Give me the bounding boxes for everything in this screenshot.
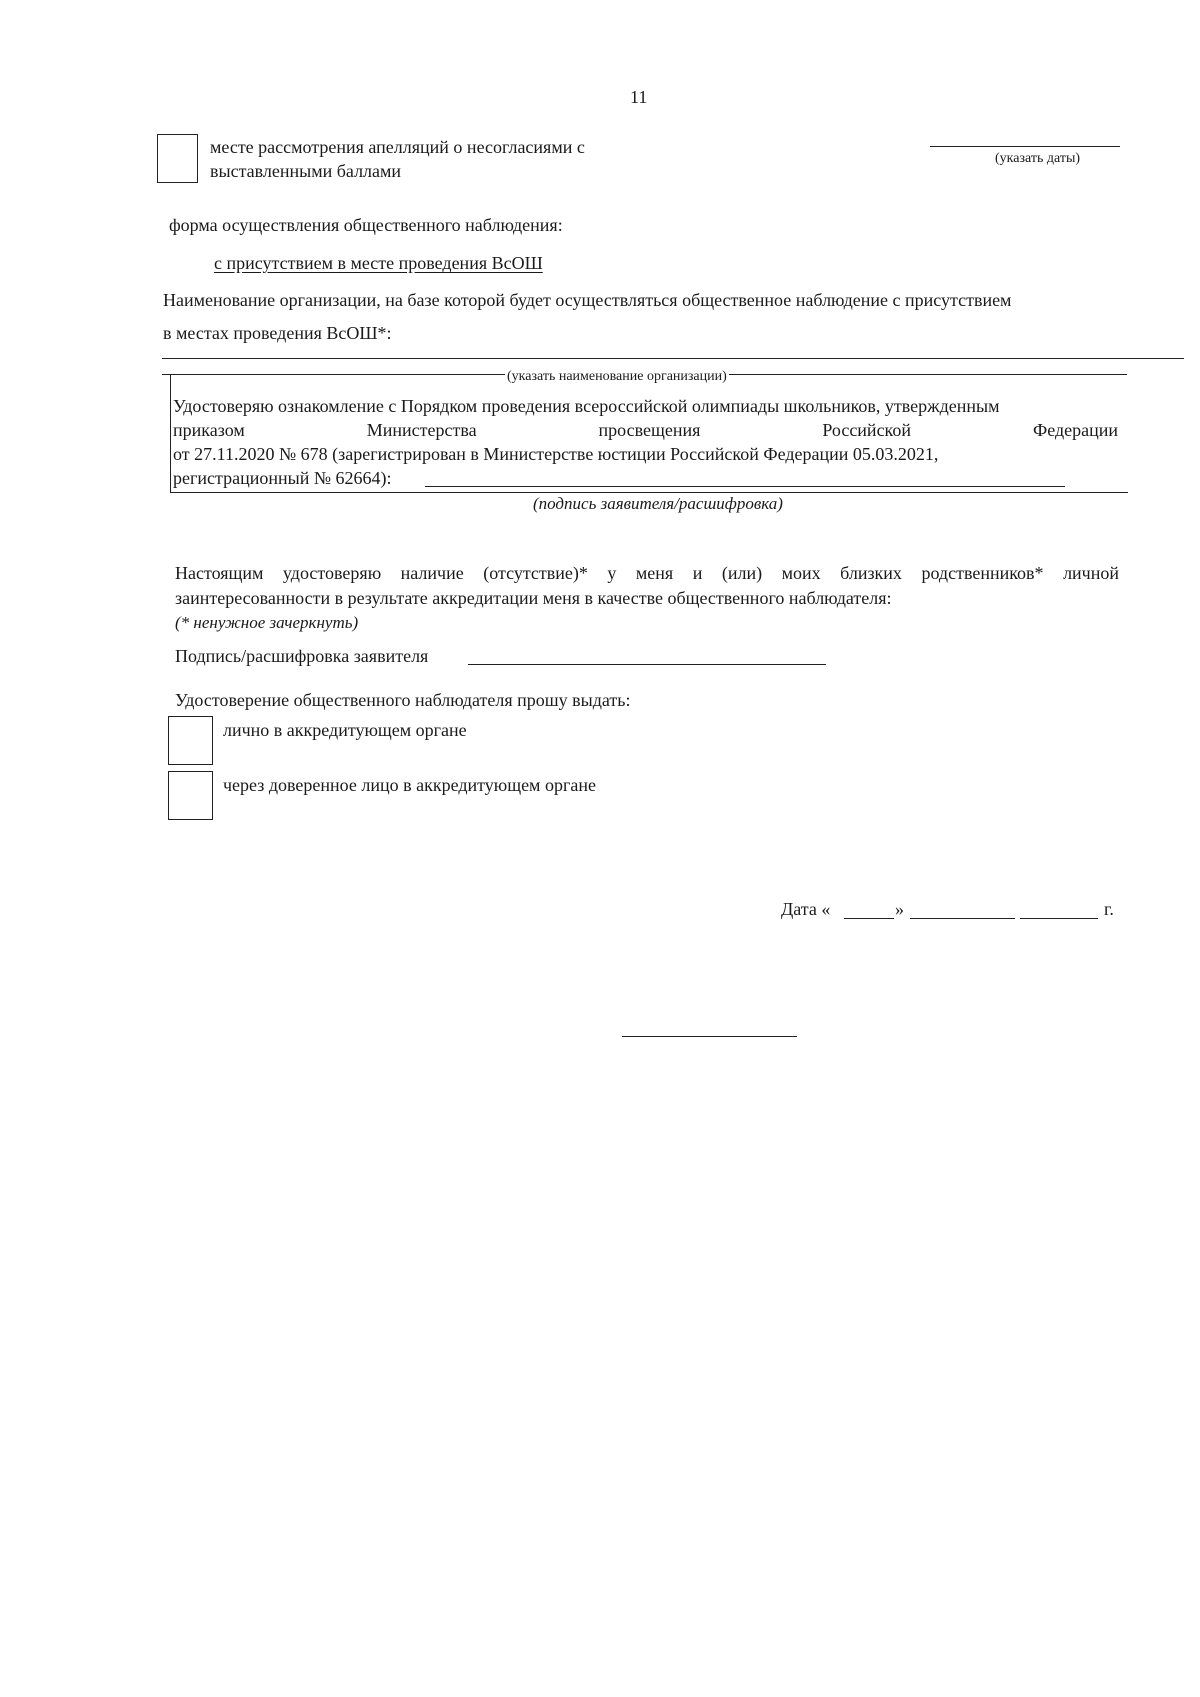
issue-option-personally-checkbox[interactable] bbox=[168, 716, 213, 765]
observation-form-value: с присутствием в месте проведения ВсОШ bbox=[214, 253, 543, 273]
certification-left-border bbox=[170, 374, 171, 493]
interest-line1 bbox=[175, 562, 1119, 584]
date-year-field[interactable] bbox=[1020, 918, 1098, 919]
certification-signature-hint: (подпись заявителя/расшифровка) bbox=[533, 494, 783, 513]
date-middle: » bbox=[895, 899, 904, 919]
interest-note: (* ненужное зачеркнуть) bbox=[175, 613, 359, 632]
issue-option-proxy-checkbox[interactable] bbox=[168, 771, 213, 820]
certification-word-2: Министерства bbox=[366, 420, 477, 440]
issue-heading: Удостоверение общественного наблюдателя прошу выдать: bbox=[175, 690, 631, 710]
organization-question-line2: в местах проведения ВсОШ*: bbox=[163, 323, 392, 343]
organization-question-line1: Наименование организации, на базе которой будет осуществляться общественное наблюдение с присутствием bbox=[163, 290, 1012, 310]
observation-form-heading: форма осуществления общественного наблюдения: bbox=[169, 215, 563, 235]
issue-option-personally-label: лично в аккредитующем органе bbox=[223, 720, 467, 740]
date-prefix: Дата « bbox=[781, 899, 831, 919]
organization-name-field[interactable] bbox=[162, 358, 1184, 359]
interest-line1-text: Настоящим удостоверяю наличие (отсутствие)* у меня и (или) моих близких родственников* личной bbox=[175, 563, 1119, 583]
interest-signature-field[interactable] bbox=[468, 664, 826, 665]
issue-option-proxy-label: через доверенное лицо в аккредитующем органе bbox=[223, 775, 596, 795]
certification-line1: Удостоверяю ознакомление с Порядком проведения всероссийской олимпиады школьников, утвержденным bbox=[173, 396, 1000, 416]
appeal-label-line1: месте рассмотрения апелляций о несогласиями с bbox=[210, 137, 585, 157]
date-suffix: г. bbox=[1104, 899, 1114, 919]
certification-line4: регистрационный № 62664): bbox=[173, 468, 392, 488]
appeal-date-field[interactable] bbox=[930, 146, 1120, 147]
certification-word-4: Российской bbox=[822, 420, 912, 440]
date-month-field[interactable] bbox=[910, 918, 1015, 919]
organization-hint: (указать наименование организации) bbox=[507, 369, 727, 384]
certification-word-3: просвещения bbox=[598, 420, 701, 440]
closing-divider bbox=[622, 1036, 797, 1037]
certification-line3: от 27.11.2020 № 678 (зарегистрирован в Министерстве юстиции Российской Федерации 05.03.2021, bbox=[173, 444, 939, 464]
page-number: 11 bbox=[630, 87, 648, 107]
interest-signature-label: Подпись/расшифровка заявителя bbox=[175, 646, 429, 666]
appeal-date-hint: (указать даты) bbox=[995, 151, 1081, 166]
date-day-field[interactable] bbox=[844, 918, 894, 919]
certification-signature-field[interactable] bbox=[425, 486, 1065, 487]
certification-line2 bbox=[173, 419, 1118, 441]
interest-line2: заинтересованности в результате аккредитации меня в качестве общественного наблюдателя: bbox=[175, 588, 892, 608]
certification-word-1: приказом bbox=[173, 420, 245, 440]
appeal-label-line2: выставленными баллами bbox=[210, 161, 402, 181]
certification-word-5: Федерации bbox=[1032, 420, 1118, 440]
appeal-checkbox[interactable] bbox=[157, 134, 198, 183]
